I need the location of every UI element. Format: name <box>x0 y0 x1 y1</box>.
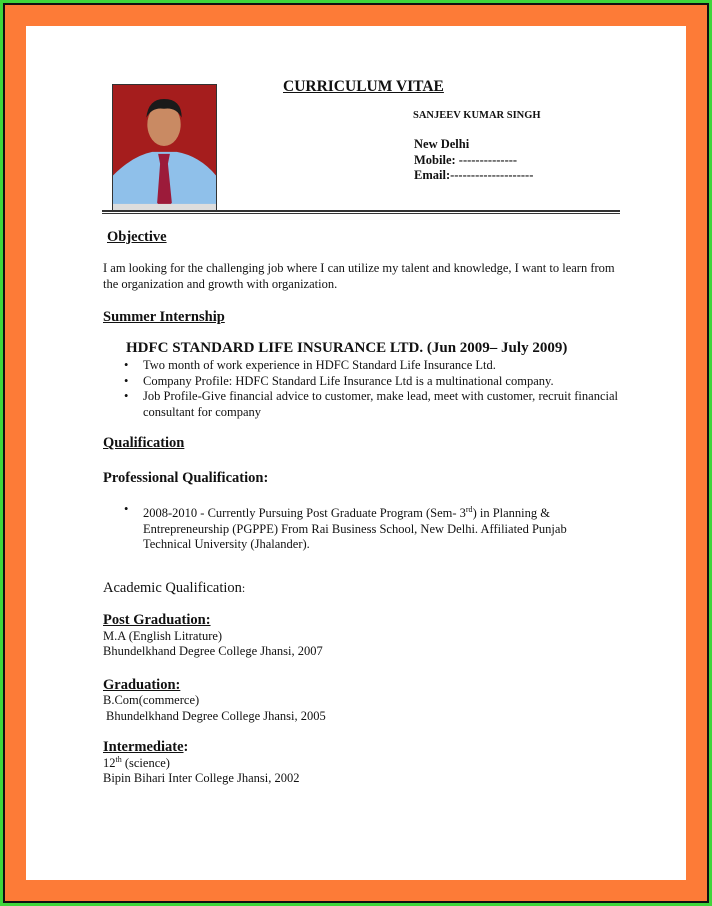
inter-degree <box>103 755 170 771</box>
list-item: • Two month of work experience in HDFC Standard Life Insurance Ltd. <box>124 358 618 374</box>
pg-college: Bhundelkhand Degree College Jhansi, 2007 <box>103 644 323 658</box>
intermediate-heading <box>103 739 188 756</box>
text: Academic Qualification <box>103 580 242 596</box>
divider <box>102 210 620 212</box>
city: New Delhi <box>414 137 470 151</box>
post-graduation-heading: Post Graduation: <box>103 612 211 628</box>
list-item: • Company Profile: HDFC Standard Life Insurance Ltd is a multinational company. <box>124 374 618 390</box>
inter-college: Bipin Bihari Inter College Jhansi, 2002 <box>103 771 300 785</box>
person-photo-icon <box>113 85 216 211</box>
text: (science) <box>121 756 170 771</box>
document-title: CURRICULUM VITAE <box>283 78 444 95</box>
internship-list <box>124 358 618 420</box>
graduation-heading: Graduation: <box>103 677 181 693</box>
text: Intermediate <box>103 739 184 755</box>
text: 12 <box>103 756 116 771</box>
internship-company: HDFC STANDARD LIFE INSURANCE LTD. (Jun 2009– July 2009) <box>126 340 568 356</box>
list-item <box>124 502 594 553</box>
objective-text: I am looking for the challenging job where I can utilize my talent and knowledge, I want to learn from the organization and growth with organization. <box>103 261 615 291</box>
professional-list <box>124 502 594 553</box>
internship-heading: Summer Internship <box>103 309 225 325</box>
grad-college: Bhundelkhand Degree College Jhansi, 2005 <box>106 709 326 723</box>
divider <box>102 213 620 214</box>
professional-qualification-heading: Professional Qualification: <box>103 470 269 486</box>
email: Email:-------------------- <box>414 168 534 182</box>
objective-heading: Objective <box>107 229 167 245</box>
text: 2008-2010 - Currently Pursuing Post Graduate Program (Sem- 3 <box>143 506 466 521</box>
academic-heading <box>103 580 245 597</box>
text: : <box>241 581 246 595</box>
grad-degree: B.Com(commerce) <box>103 693 200 707</box>
pg-degree: M.A (English Litrature) <box>103 629 223 643</box>
text: ) in Planning & Entrepreneurship (PGPPE) From Rai Business School, New Delhi. Affiliated Punjab Technical University (Jhalander). <box>143 506 567 552</box>
candidate-name: SANJEEV KUMAR SINGH <box>413 110 541 121</box>
superscript: rd <box>465 505 473 514</box>
text: : <box>183 739 189 755</box>
profile-photo <box>112 84 217 212</box>
qualification-heading: Qualification <box>103 435 185 451</box>
mobile: Mobile: -------------- <box>414 153 518 167</box>
list-item: • Job Profile-Give financial advice to customer, make lead, meet with customer, recruit financial consultant for company <box>124 389 618 420</box>
superscript: th <box>115 755 122 764</box>
